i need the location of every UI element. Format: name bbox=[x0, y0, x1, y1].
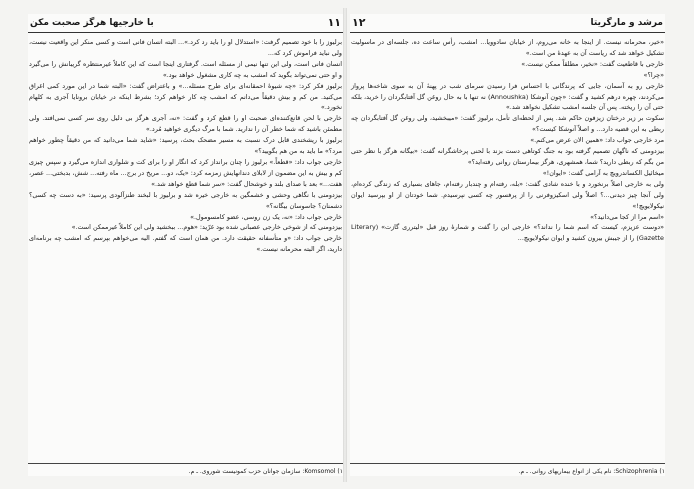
left-footnote: ١) Komsomol: سازمان جوانان حزب کمونیست شوروی. ـ م. bbox=[28, 463, 343, 476]
paragraph: «اسم مرا از کجا می‌دانید؟» bbox=[590, 212, 664, 221]
paragraph: برلیوز را با خود تصمیم گرفت: «استدلال او را باید رد کرد.»... البته انسان فانی است و کسی منکر این واقعیت نیست، ولی نباید فراموش کرد که... bbox=[29, 38, 342, 57]
paragraph: برلیوز با ریشخندی قابل درک نسبت به مسیر مضحک بحث، پرسید: «شاید شما می‌دانید که من دقیقاً چطور خواهم مرد؟» ما باید به من هم بگویید؟» bbox=[29, 136, 342, 156]
paragraph: بیزدومنی که ناگهان تصمیم گرفته بود به جنگ کوتاهی دست بزند با لحنی پرخاشگرانه گفت: «بیگانه هرگز با نظر حتی من بگم که ربطی دارید؟ شما، همشهری، هرگز بیمارستان روانی رفته‌اید؟» bbox=[351, 147, 664, 166]
right-page bbox=[350, 14, 665, 476]
right-running-head: مرشد و مارگریتا bbox=[590, 17, 663, 28]
paragraph: «خیر، محرمانه نیست. از اینجا به خانه می‌روم، از خیابان سادوویا... امشب، رأس ساعت ده، جلسه‌ای در ماسولیت تشکیل خواهد شد که ریاست آن به عهدهٔ من است.» bbox=[351, 38, 664, 57]
right-page-body bbox=[350, 37, 665, 244]
paragraph: خارجی جواب داد: «و متأسفانه حقیقت دارد. من همان است که گفتم. الیه می‌خواهم بپرسم که امشب چه برنامه‌ای دارید، اگر البته محرمانه نیست.» bbox=[29, 234, 342, 254]
left-page-body bbox=[28, 37, 343, 255]
paragraph: بیزدومنی که از شوخی خارجی عصبانی شده بود غرّید: «هوم... ببخشید ولی این کاملاً غیرممکن است.» bbox=[71, 223, 342, 232]
paragraph: خارجی با قاطعیت گفت: «نخیر، مطلقاً ممکن نیست.» bbox=[521, 59, 664, 68]
right-page-header bbox=[350, 14, 665, 33]
left-page-header bbox=[28, 14, 343, 33]
paragraph: خارجی جواب داد: «نه، یک زن روسی، عضو کامسومول.» bbox=[190, 212, 342, 221]
left-page-number: ١١ bbox=[327, 16, 341, 29]
paragraph: برلیوز فکر کرد: «چه شیوهٔ احمقانه‌ای برای طرح مسئله...» و باعتراض گفت: «البته شما در این مورد کمی اغراق می‌کنید. من کم و بیش دقیقاً می‌دانم که امشب چه کار خواهم کرد؛ بشرط اینکه در خیابان برونایا آجری به کلهام نخورد.» bbox=[29, 81, 342, 112]
paragraph: «چرا؟» bbox=[643, 70, 664, 79]
paragraph: خارجی جواب داد: «قطعاً.» برلیوز را چنان برانداز کرد که انگار او را برای کت و شلواری اندازه می‌گیرد و سپس چیزی کم و بیش به این مضمون از لابلای دندانهایش زمزمه کرد: «یک، دو... مریخ در برج... ماه رفته... شش، بدبختی... عصر، هفت...» بعد با صدای بلند و خوشحال گفت: «سر شما قطع خواهد شد.» bbox=[29, 157, 342, 188]
paragraph: ولی به خارجی اصلاً برنخورد و با خنده شادی گفت: «بله، رفته‌ام و چندبار رفته‌ام، جاهای بسیاری که زندگی کرده‌ام، ولی آنجا چیز دیدنی...؟ اصلاً ولی اسکیزوفرنی را از پرفسور چه کسی نپرسیدم. شما خودتان از او بپرسید ایوان نیکولایویچ!» bbox=[351, 179, 664, 210]
right-footnote: ١) Schizophrenia: نام یکی از انواع بیماریهای روانی. ـ م. bbox=[350, 463, 665, 476]
left-page bbox=[28, 14, 343, 476]
paragraph: خارجی با لحن قانع‌کننده‌ای صحبت او را قطع کرد و گفت: «نه، آجری هرگز بی دلیل روی سر کسی نمی‌افتد. ولی مطمئن باشید که شما خطر آن را ندارید. شما با مرگ دیگری خواهید مُرد.» bbox=[29, 114, 342, 134]
paragraph: بیزدومنی با نگاهی وحشی و خشمگین به خارجی خیره شد و برلیوز با لبخند طنزآلودی پرسید: «به دست چه کسی؟ دشمنان؟ جاسوسان بیگانه؟» bbox=[29, 190, 342, 210]
paragraph: انسان فانی است، ولی این تنها نیمی از مسئله است. گرفتاری اینجا است که این کاملاً غیرمنتظره گریبانش را می‌گیرد و او حتی نمی‌تواند بگوید که امشب به چه کاری مشغول خواهد بود.» bbox=[29, 59, 342, 79]
right-page-number: ١٢ bbox=[352, 16, 366, 29]
paragraph: مرد خارجی جواب داد: «همین الان عرض می‌کنم.» bbox=[530, 136, 664, 145]
left-running-head: با خارجیها هرگز صحبت مکن bbox=[30, 17, 154, 28]
paragraph: میخائیل الکساندرویچ به آرامی گفت: «ایوان!» bbox=[542, 168, 664, 177]
paragraph: خارجی رو به آسمان، جایی که پرندگانی با احساس فرا رسیدن سرمای شب در پهنهٔ آن به سوی شاخه‌ها پرواز می‌کردند، چهره درهم کشید و گفت: «چون آنوشکا (Annoushka) نه تنها با به حال روغن گل آفتابگردان را خرید، بلکه حتی آن را ریخته. پس آن جلسه امشب تشکیل نخواهد شد.» bbox=[351, 81, 664, 112]
paragraph: سکوت بر زیر درختان زیزفون حاکم شد. پس از لحظه‌ای تأمل، برلیوز گفت: «میبخشید، ولی روغن گل آفتابگردان چه ربطی به این قضیه دارد... و اصلاً آنوشکا کیست؟» bbox=[351, 114, 664, 134]
paragraph: «دوست عزیزم، کیست که اسم شما را نداند؟» خارجی این را گفت و شمارهٔ روز قبل «لیترری گازت» (Literary Gazette) را از جیبش بیرون کشید و ایوان نیکولایویچ... bbox=[351, 223, 664, 243]
book-gutter bbox=[343, 8, 347, 482]
